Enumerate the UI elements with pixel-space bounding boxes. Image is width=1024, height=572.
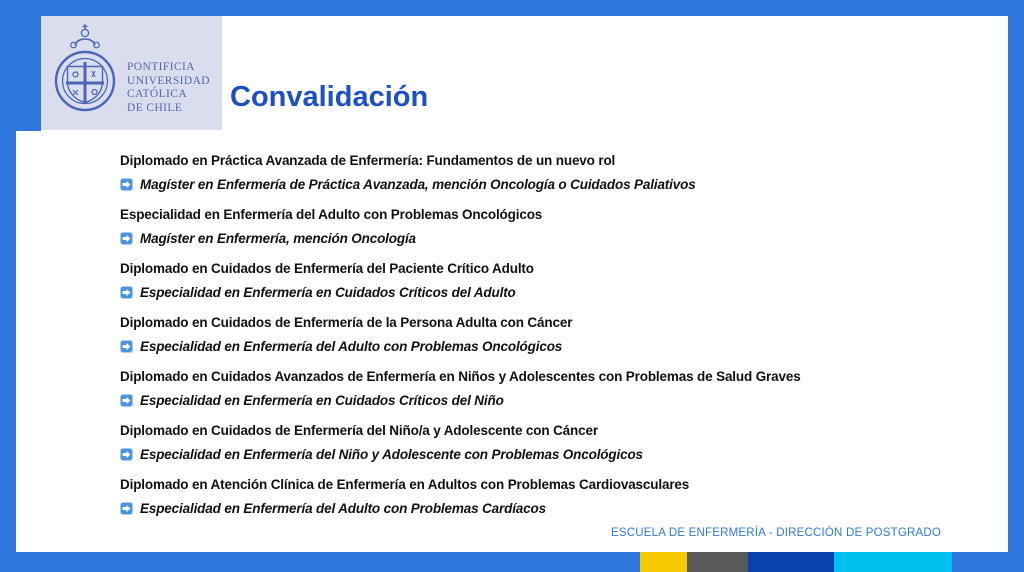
arrow-right-icon	[120, 448, 133, 461]
list-item	[120, 475, 1000, 518]
program-target-row	[120, 445, 1000, 464]
footer-bar-segment-cyan	[834, 552, 953, 572]
arrow-right-icon	[120, 502, 133, 515]
list-item	[120, 313, 1000, 356]
university-name-line: DE CHILE	[127, 101, 183, 114]
list-item	[120, 367, 1000, 410]
program-target: Magíster en Enfermería de Práctica Avanzada, mención Oncología o Cuidados Paliativos	[140, 177, 696, 192]
program-target-row	[120, 391, 1000, 410]
footer-bar-segment-blue	[0, 552, 640, 572]
program-source: Diplomado en Cuidados de Enfermería del Paciente Crítico Adulto	[120, 261, 534, 276]
program-source: Diplomado en Cuidados Avanzados de Enfermería en Niños y Adolescentes con Problemas de Salud Graves	[120, 369, 801, 384]
list-item	[120, 421, 1000, 464]
program-source: Diplomado en Cuidados de Enfermería del Niño/a y Adolescente con Cáncer	[120, 423, 598, 438]
program-target-row	[120, 499, 1000, 518]
page-title: Convalidación	[230, 81, 429, 113]
program-source: Diplomado en Cuidados de Enfermería de la Persona Adulta con Cáncer	[120, 315, 573, 330]
arrow-right-icon	[120, 394, 133, 407]
footer-bar-segment-yellow	[640, 552, 687, 572]
program-target-row	[120, 175, 1000, 194]
program-source: Especialidad en Enfermería del Adulto con Problemas Oncológicos	[120, 207, 543, 222]
program-target: Especialidad en Enfermería del Adulto con Problemas Cardíacos	[140, 501, 546, 516]
university-logo	[41, 16, 222, 130]
university-name-line: UNIVERSIDAD	[127, 74, 210, 87]
arrow-right-icon	[120, 286, 133, 299]
program-target: Especialidad en Enfermería del Niño y Adolescente con Problemas Oncológicos	[140, 447, 643, 462]
university-name-line: PONTIFICIA	[127, 61, 195, 73]
program-source: Diplomado en Atención Clínica de Enfermería en Adultos con Problemas Cardiovasculares	[120, 477, 690, 492]
arrow-right-icon	[120, 340, 133, 353]
program-target: Especialidad en Enfermería del Adulto con Problemas Oncológicos	[140, 339, 563, 354]
program-target-row	[120, 229, 1000, 248]
list-item	[120, 151, 1000, 194]
footer-bar-segment-blue-end	[952, 552, 1024, 572]
list-item	[120, 205, 1000, 248]
program-target: Magíster en Enfermería, mención Oncología	[140, 231, 416, 246]
program-target: Especialidad en Enfermería en Cuidados Críticos del Adulto	[140, 285, 516, 300]
university-name	[127, 61, 210, 115]
arrow-right-icon	[120, 178, 133, 191]
arrow-right-icon	[120, 232, 133, 245]
program-target-row	[120, 337, 1000, 356]
footer-bar	[0, 552, 1024, 572]
convalidation-list	[120, 151, 1000, 529]
program-target-row	[120, 283, 1000, 302]
program-target: Especialidad en Enfermería en Cuidados Críticos del Niño	[140, 393, 504, 408]
logo-background-block	[0, 0, 41, 131]
university-name-line: CATÓLICA	[127, 88, 188, 100]
footer-caption: ESCUELA DE ENFERMERÍA - DIRECCIÓN DE POSTGRADO	[611, 527, 941, 539]
footer-bar-segment-navy	[748, 552, 834, 572]
list-item	[120, 259, 1000, 302]
university-crest-icon	[49, 22, 121, 118]
program-source: Diplomado en Práctica Avanzada de Enfermería: Fundamentos de un nuevo rol	[120, 153, 616, 168]
footer-bar-segment-gray	[687, 552, 747, 572]
